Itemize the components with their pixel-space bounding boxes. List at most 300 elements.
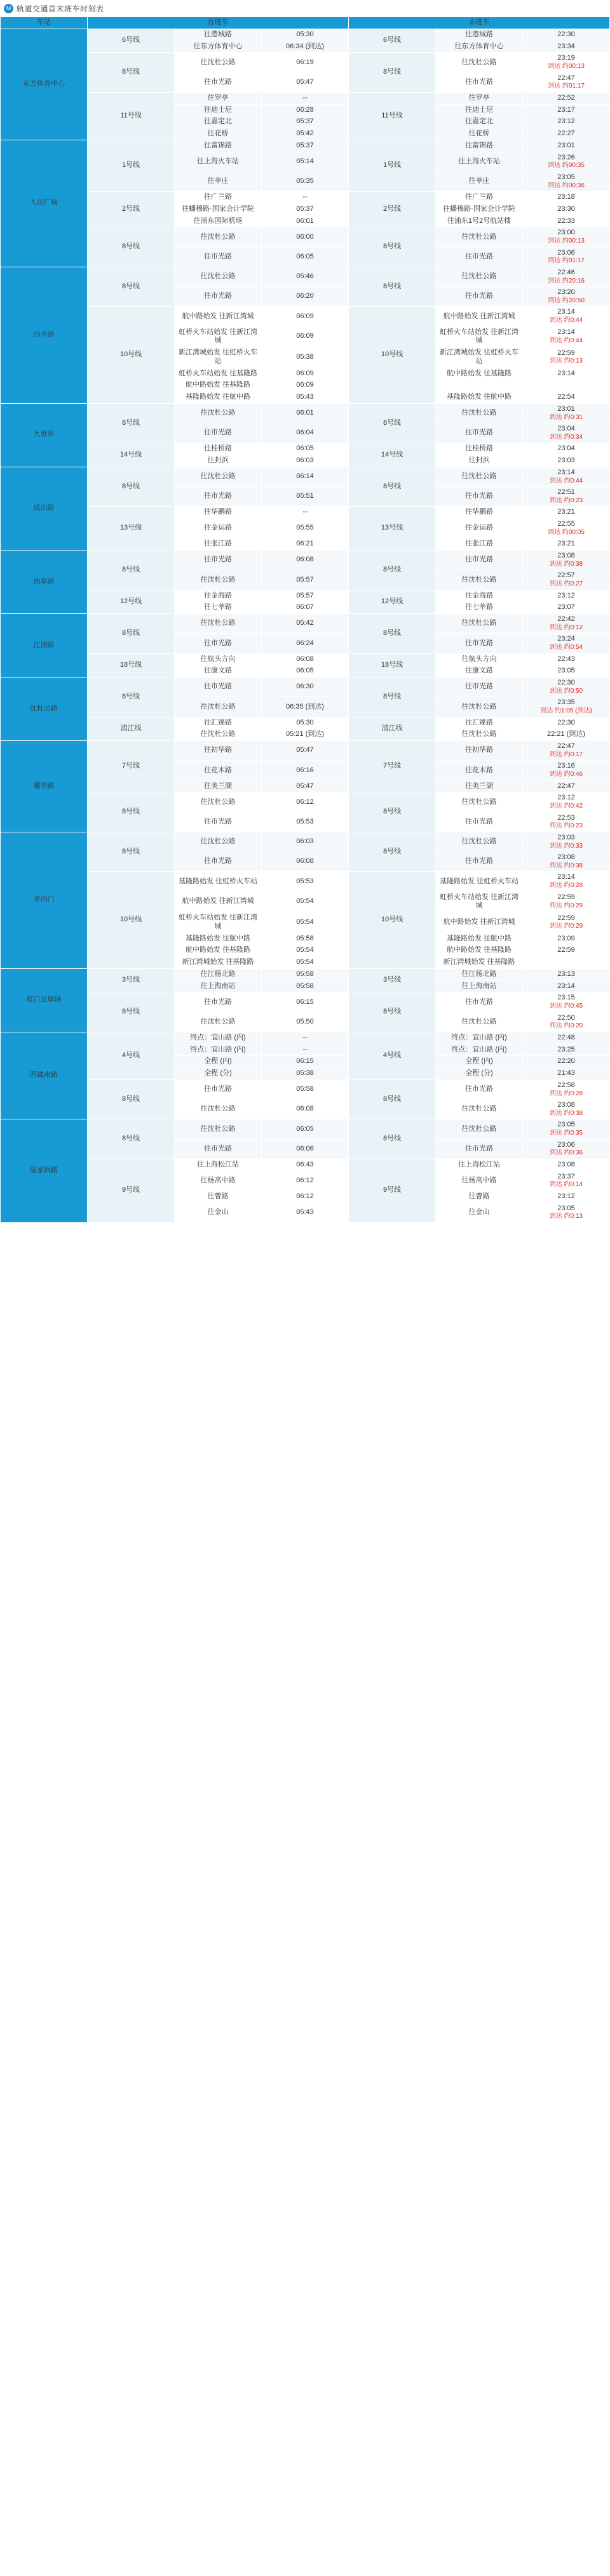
first-train-time: 05:58 <box>262 980 349 992</box>
last-train-time: 23:12 <box>523 1191 610 1203</box>
last-train-direction: 航中路始发 往新江湾城 <box>436 307 523 326</box>
first-train-direction: 往市光路 <box>175 487 262 507</box>
last-train-time: 23:12 <box>523 116 610 128</box>
arrival-note: 到达 约0:44 <box>549 337 583 344</box>
line-name[interactable]: 2号线 <box>88 192 175 227</box>
col-last-train: 末班车 <box>349 17 610 29</box>
first-train-time: 06:09 <box>262 368 349 380</box>
last-train-direction: 往沈杜公路 <box>436 570 523 590</box>
last-train-direction: 往沈杜公路 <box>436 403 523 423</box>
line-name-last[interactable]: 8号线 <box>349 403 436 443</box>
table-row <box>1 741 610 761</box>
first-train-direction: 往沈杜公路 <box>175 792 262 812</box>
first-train-direction: 往沈杜公路 <box>175 53 262 72</box>
line-name-last[interactable]: 8号线 <box>349 832 436 872</box>
first-train-direction: 往汇臻路 <box>175 717 262 729</box>
table-row <box>1 443 610 455</box>
last-train-time: 23:05 <box>523 665 610 677</box>
line-name-last[interactable]: 13号线 <box>349 507 436 551</box>
first-train-time: 06:30 <box>262 677 349 697</box>
line-name-last[interactable]: 9号线 <box>349 1159 436 1222</box>
first-train-time: 06:15 <box>262 1056 349 1068</box>
first-train-direction: 往市光路 <box>175 551 262 570</box>
line-name[interactable]: 浦江线 <box>88 717 175 741</box>
first-train-time: -- <box>262 507 349 519</box>
last-train-time: 23:34 <box>523 41 610 53</box>
last-train-time <box>523 380 610 392</box>
first-train-direction: 往上海火车站 <box>175 152 262 171</box>
last-train-direction: 基隆路始发 往虹桥火车站 <box>436 872 523 891</box>
line-name[interactable]: 8号线 <box>88 832 175 872</box>
last-train-direction: 往上海南站 <box>436 980 523 992</box>
first-train-time: 05:14 <box>262 152 349 171</box>
line-name-last[interactable]: 8号线 <box>349 551 436 591</box>
first-train-direction: 往沈杜公路 <box>175 1100 262 1119</box>
last-train-direction: 往沈杜公路 <box>436 614 523 634</box>
last-train-direction: 新江湾城始发 往基隆路 <box>436 957 523 969</box>
line-name-last[interactable]: 2号线 <box>349 192 436 227</box>
last-train-direction: 往东方体育中心 <box>436 41 523 53</box>
last-train-direction: 往沈杜公路 <box>436 792 523 812</box>
last-train-time: 23:14 <box>523 368 610 380</box>
last-train-time: 22:53 到达 约0:23 <box>523 812 610 832</box>
first-train-direction: 往市光路 <box>175 677 262 697</box>
line-name-last[interactable]: 11号线 <box>349 92 436 140</box>
last-train-time: 22:48 <box>523 1032 610 1044</box>
last-train-time: 23:15 到达 约0:45 <box>523 992 610 1012</box>
last-train-direction: 往桂桥路 <box>436 443 523 455</box>
last-train-time: 23:19 到达 约00:13 <box>523 53 610 72</box>
arrival-note: 到达 约0:12 <box>549 624 583 631</box>
last-train-time: 23:03 <box>523 455 610 467</box>
line-name-last[interactable]: 8号线 <box>349 467 436 507</box>
line-name[interactable]: 8号线 <box>88 267 175 307</box>
last-train-direction: 往花木路 <box>436 761 523 780</box>
last-train-time: 23:21 <box>523 507 610 519</box>
line-name-last[interactable]: 3号线 <box>349 968 436 992</box>
arrival-note: 到达 约01:17 <box>548 257 585 265</box>
arrival-note: 到达 约0:38 <box>549 1109 583 1117</box>
last-train-direction: 往沈杜公路 <box>436 267 523 286</box>
first-train-time: 05:54 <box>262 957 349 969</box>
first-train-time: 06:28 <box>262 104 349 116</box>
line-name[interactable]: 10号线 <box>88 872 175 969</box>
last-train-direction: 往封浜 <box>436 455 523 467</box>
line-name[interactable]: 6号线 <box>88 29 175 53</box>
arrival-note: 到达 约0:38 <box>549 560 583 568</box>
first-train-direction: 往浦东国际机场 <box>175 215 262 227</box>
table-row <box>1 53 610 72</box>
station-name[interactable]: 大世界 <box>1 403 88 467</box>
first-train-time: 05:50 <box>262 1012 349 1032</box>
last-train-direction: 航中路始发 往新江湾城 <box>436 912 523 933</box>
last-train-time: 23:35 到达 约1:05 (到达) <box>523 697 610 717</box>
first-train-direction: 往沈杜公路 <box>175 832 262 851</box>
line-name[interactable]: 8号线 <box>88 467 175 507</box>
first-train-direction: 虹桥火车站始发 往新江湾城 <box>175 326 262 347</box>
first-train-time: 06:14 <box>262 467 349 486</box>
last-train-direction: 往蟠穆路·国家会计学院 <box>436 203 523 215</box>
last-train-time: 23:21 <box>523 538 610 551</box>
line-name-last[interactable]: 8号线 <box>349 1079 436 1119</box>
first-train-time: 06:03 <box>262 455 349 467</box>
arrival-note: 到达 约0:14 <box>549 1181 583 1189</box>
first-train-time: 05:55 <box>262 519 349 538</box>
last-train-direction: 全程 (内) <box>436 1056 523 1068</box>
first-train-direction: 往初华路 <box>175 741 262 761</box>
line-name-last[interactable]: 8号线 <box>349 992 436 1032</box>
first-train-direction: 终点：宜山路 (内) <box>175 1032 262 1044</box>
arrival-note: 到达 约0:13 <box>549 1213 583 1220</box>
line-name-last[interactable]: 8号线 <box>349 677 436 717</box>
first-train-time: 05:54 <box>262 945 349 957</box>
first-train-direction: 全程 (内) <box>175 1056 262 1068</box>
last-train-time: 23:04 到达 约0:34 <box>523 424 610 443</box>
last-train-time: 22:47 到达 约0:17 <box>523 741 610 761</box>
first-train-direction: 往沈杜公路 <box>175 570 262 590</box>
arrival-note: 到达 约0:42 <box>549 803 583 810</box>
first-train-time: -- <box>262 1044 349 1056</box>
last-train-time: 22:57 到达 约0:27 <box>523 570 610 590</box>
first-train-direction: 终点：宜山路 (内) <box>175 1044 262 1056</box>
first-train-time: 06:08 <box>262 852 349 872</box>
line-name[interactable]: 7号线 <box>88 741 175 792</box>
last-train-time: 23:01 到达 约0:31 <box>523 403 610 423</box>
last-train-direction: 往市光路 <box>436 677 523 697</box>
line-name[interactable]: 8号线 <box>88 614 175 654</box>
table-row <box>1 832 610 851</box>
last-train-time: 22:52 <box>523 92 610 104</box>
last-train-time: 22:59 到达 约0:29 <box>523 891 610 912</box>
last-train-time: 23:03 到达 约0:33 <box>523 832 610 851</box>
first-train-time: 05:53 <box>262 872 349 891</box>
arrival-note: 到达 约0:29 <box>549 923 583 930</box>
last-train-direction: 往沈杜公路 <box>436 53 523 72</box>
first-train-direction: 往市光路 <box>175 247 262 267</box>
first-train-time: 05:54 <box>262 891 349 912</box>
last-train-time: 22:30 <box>523 717 610 729</box>
last-train-time: 22:59 到达 约0:13 <box>523 347 610 368</box>
first-train-direction: 航中路始发 往基隆路 <box>175 380 262 392</box>
line-name-last[interactable]: 18号线 <box>349 653 436 677</box>
first-train-time: 06:07 <box>262 602 349 614</box>
last-train-time: 23:18 <box>523 192 610 204</box>
timetable <box>0 17 610 1223</box>
last-train-time: 23:05 到达 约0:13 <box>523 1203 610 1222</box>
line-name[interactable]: 1号线 <box>88 140 175 191</box>
line-name-last[interactable]: 1号线 <box>349 140 436 191</box>
line-name[interactable]: 12号线 <box>88 590 175 614</box>
last-train-time: 23:01 <box>523 140 610 152</box>
arrival-note: 到达 约0:44 <box>549 317 583 324</box>
last-train-time: 22:51 到达 约0:23 <box>523 487 610 507</box>
last-train-direction: 往市光路 <box>436 992 523 1012</box>
line-name[interactable]: 8号线 <box>88 551 175 591</box>
line-name[interactable]: 14号线 <box>88 443 175 467</box>
first-train-time: 05:38 <box>262 347 349 368</box>
page-title: 轨道交通首末班车时刻表 <box>17 4 104 13</box>
last-train-direction: 往上海火车站 <box>436 152 523 171</box>
arrival-note: 到达 约00:13 <box>548 63 585 70</box>
station-name[interactable]: 四平路 <box>1 267 88 403</box>
first-train-direction: 往市光路 <box>175 424 262 443</box>
last-train-direction: 基隆路始发 往航中路 <box>436 392 523 404</box>
arrival-note: 到达 约00:36 <box>548 182 585 189</box>
first-train-direction: 往封浜 <box>175 455 262 467</box>
station-name[interactable]: 老西门 <box>1 832 88 968</box>
last-train-direction: 往浦东1号2号航站楼 <box>436 215 523 227</box>
last-train-direction: 往沈杜公路 <box>436 729 523 741</box>
first-train-direction: 往七莘路 <box>175 602 262 614</box>
last-train-direction: 往市光路 <box>436 551 523 570</box>
first-train-time: 06:09 <box>262 380 349 392</box>
arrival-note: 到达 约20:16 <box>548 277 585 284</box>
first-train-direction: 往沈杜公路 <box>175 1012 262 1032</box>
first-train-direction: 往迪士尼 <box>175 104 262 116</box>
line-name-last[interactable]: 浦江线 <box>349 717 436 741</box>
last-train-direction: 往七莘路 <box>436 602 523 614</box>
line-name-last[interactable]: 10号线 <box>349 307 436 404</box>
line-name-last[interactable]: 6号线 <box>349 29 436 53</box>
first-train-time: 06:16 <box>262 761 349 780</box>
table-row <box>1 507 610 519</box>
first-train-direction: 基隆路始发 往虹桥火车站 <box>175 872 262 891</box>
first-train-time: 05:30 <box>262 29 349 41</box>
first-train-direction: 基隆路始发 往航中路 <box>175 933 262 945</box>
last-train-direction: 往市光路 <box>436 487 523 507</box>
last-train-time: 23:08 到达 约0:38 <box>523 1100 610 1119</box>
timetable-page <box>0 0 610 1223</box>
last-train-direction: 往金运路 <box>436 519 523 538</box>
first-train-time: 05:30 <box>262 717 349 729</box>
table-row <box>1 677 610 697</box>
table-row <box>1 717 610 729</box>
first-train-time: 06:09 <box>262 307 349 326</box>
station-name[interactable]: 东方体育中心 <box>1 29 88 140</box>
first-train-direction: 往罗亭 <box>175 92 262 104</box>
first-train-direction: 往市光路 <box>175 1079 262 1099</box>
last-train-direction: 往沈杜公路 <box>436 1012 523 1032</box>
first-train-direction: 往市光路 <box>175 992 262 1012</box>
first-train-time: 06:05 <box>262 1119 349 1139</box>
first-train-time: 05:42 <box>262 614 349 634</box>
arrival-note: 到达 约00:35 <box>548 162 585 170</box>
last-train-time: 23:08 到达 约0:38 <box>523 852 610 872</box>
first-train-time: 05:21 (到达) <box>262 729 349 741</box>
line-name[interactable]: 11号线 <box>88 92 175 140</box>
first-train-direction: 往市光路 <box>175 852 262 872</box>
table-row <box>1 792 610 812</box>
table-row <box>1 968 610 980</box>
last-train-direction: 航中路始发 往基隆路 <box>436 945 523 957</box>
last-train-time: 21:43 <box>523 1068 610 1080</box>
last-train-direction: 往沈杜公路 <box>436 1119 523 1139</box>
arrival-note: 到达 约01:17 <box>548 83 585 90</box>
last-train-direction: 往张江路 <box>436 538 523 551</box>
arrival-note: 到达 约0:34 <box>549 433 583 441</box>
last-train-direction: 往莘庄 <box>436 171 523 191</box>
first-train-time: 06:08 <box>262 653 349 665</box>
first-train-direction: 虹桥火车站始发 往基隆路 <box>175 368 262 380</box>
last-train-time: 22:55 到达 约00:05 <box>523 519 610 538</box>
last-train-direction: 往市光路 <box>436 72 523 92</box>
line-name-last[interactable]: 4号线 <box>349 1032 436 1079</box>
line-name-last[interactable]: 8号线 <box>349 792 436 832</box>
line-name[interactable]: 9号线 <box>88 1159 175 1222</box>
last-train-direction: 全程 (分) <box>436 1068 523 1080</box>
col-station: 车站 <box>1 17 88 29</box>
table-row <box>1 403 610 423</box>
first-train-time: 06:24 <box>262 634 349 653</box>
table-row <box>1 267 610 286</box>
col-first-train: 首班车 <box>88 17 349 29</box>
first-train-direction: 往市光路 <box>175 812 262 832</box>
last-train-direction: 往沈杜公路 <box>436 227 523 247</box>
station-name[interactable]: 耀华路 <box>1 741 88 832</box>
line-name[interactable]: 8号线 <box>88 992 175 1032</box>
first-train-direction: 往嘉定北 <box>175 116 262 128</box>
station-name[interactable]: 曲阜路 <box>1 551 88 614</box>
arrival-note: 到达 约0:54 <box>549 644 583 651</box>
table-row <box>1 307 610 326</box>
first-train-time: 06:03 <box>262 832 349 851</box>
line-name[interactable]: 8号线 <box>88 227 175 267</box>
first-train-time: 06:05 <box>262 443 349 455</box>
table-row <box>1 1079 610 1099</box>
table-row <box>1 1159 610 1171</box>
first-train-direction: 全程 (分) <box>175 1068 262 1080</box>
line-name[interactable]: 18号线 <box>88 653 175 677</box>
line-name-last[interactable]: 8号线 <box>349 227 436 267</box>
line-name-last[interactable]: 8号线 <box>349 614 436 654</box>
first-train-time: 06:35 (到达) <box>262 697 349 717</box>
arrival-note: 到达 约0:28 <box>549 1090 583 1097</box>
first-train-time: 06:34 (到达) <box>262 41 349 53</box>
line-name-last[interactable]: 8号线 <box>349 267 436 307</box>
line-name[interactable]: 8号线 <box>88 403 175 443</box>
line-name-last[interactable]: 10号线 <box>349 872 436 969</box>
last-train-direction: 往嘉定北 <box>436 116 523 128</box>
line-name[interactable]: 8号线 <box>88 792 175 832</box>
first-train-time: 06:01 <box>262 403 349 423</box>
last-train-time: 23:14 到达 约0:44 <box>523 307 610 326</box>
line-name[interactable]: 8号线 <box>88 1119 175 1159</box>
station-name[interactable]: 西藏南路 <box>1 1032 88 1119</box>
first-train-direction: 往莘庄 <box>175 171 262 191</box>
table-row <box>1 590 610 602</box>
first-train-direction: 往富锦路 <box>175 140 262 152</box>
last-train-direction: 航中路始发 往基隆路 <box>436 368 523 380</box>
first-train-direction: 往东方体育中心 <box>175 41 262 53</box>
arrival-note: 到达 约1:05 (到达) <box>540 707 592 714</box>
table-row <box>1 192 610 204</box>
station-name[interactable]: 沈杜公路 <box>1 677 88 741</box>
first-train-time: 05:58 <box>262 968 349 980</box>
line-name-last[interactable]: 8号线 <box>349 1119 436 1159</box>
first-train-direction: 往金运路 <box>175 519 262 538</box>
last-train-time: 23:25 <box>523 1044 610 1056</box>
table-row <box>1 1119 610 1139</box>
last-train-direction: 虹桥火车站始发 往新江湾城 <box>436 891 523 912</box>
table-row <box>1 551 610 570</box>
line-name-last[interactable]: 12号线 <box>349 590 436 614</box>
first-train-direction: 往港城路 <box>175 29 262 41</box>
arrival-note: 到达 约0:13 <box>549 357 583 365</box>
last-train-time: 23:37 到达 约0:14 <box>523 1171 610 1191</box>
last-train-direction: 往市光路 <box>436 1139 523 1159</box>
first-train-time: 06:04 <box>262 424 349 443</box>
first-train-direction: 往沈杜公路 <box>175 267 262 286</box>
first-train-direction: 往上海南站 <box>175 980 262 992</box>
station-name[interactable]: 成山路 <box>1 467 88 550</box>
first-train-time: 06:05 <box>262 247 349 267</box>
last-train-time: 23:08 <box>523 1159 610 1171</box>
last-train-time: 23:08 到达 约0:38 <box>523 551 610 570</box>
first-train-direction: 往上海松江站 <box>175 1159 262 1171</box>
last-train-time: 23:06 到达 约01:17 <box>523 247 610 267</box>
first-train-direction: 往金海路 <box>175 590 262 602</box>
last-train-time: 23:09 <box>523 933 610 945</box>
first-train-direction: 往花桥 <box>175 128 262 140</box>
first-train-direction: 往康文路 <box>175 665 262 677</box>
last-train-time: 23:07 <box>523 602 610 614</box>
first-train-time: 05:37 <box>262 203 349 215</box>
line-name[interactable]: 8号线 <box>88 677 175 717</box>
first-train-time: 05:54 <box>262 912 349 933</box>
last-train-time: 22:54 <box>523 392 610 404</box>
last-train-time: 22:58 到达 约0:28 <box>523 1079 610 1099</box>
last-train-direction: 往沈杜公路 <box>436 1100 523 1119</box>
first-train-direction: 往花木路 <box>175 761 262 780</box>
last-train-time: 22:50 到达 约0:20 <box>523 1012 610 1032</box>
last-train-time: 22:20 <box>523 1056 610 1068</box>
last-train-time: 23:14 到达 约0:44 <box>523 326 610 347</box>
first-train-time: 05:43 <box>262 392 349 404</box>
arrival-note: 到达 约0:29 <box>549 902 583 909</box>
line-name[interactable]: 3号线 <box>88 968 175 992</box>
station-name[interactable]: 虹口足球场 <box>1 968 88 1032</box>
last-train-time: 22:27 <box>523 128 610 140</box>
last-train-direction: 往沈杜公路 <box>436 467 523 486</box>
last-train-time: 23:12 <box>523 590 610 602</box>
line-name[interactable]: 10号线 <box>88 307 175 404</box>
station-name[interactable]: 陆家浜路 <box>1 1119 88 1223</box>
line-name[interactable]: 13号线 <box>88 507 175 551</box>
first-train-time: 06:20 <box>262 287 349 307</box>
station-name[interactable]: 人民广场 <box>1 140 88 267</box>
last-train-direction: 往市光路 <box>436 812 523 832</box>
first-train-direction: 往航头方向 <box>175 653 262 665</box>
first-train-time: -- <box>262 192 349 204</box>
first-train-time: 06:43 <box>262 1159 349 1171</box>
first-train-direction: 往市光路 <box>175 634 262 653</box>
line-name-last[interactable]: 7号线 <box>349 741 436 792</box>
station-name[interactable]: 江浦路 <box>1 614 88 677</box>
line-name-last[interactable]: 14号线 <box>349 443 436 467</box>
first-train-direction: 往美兰湖 <box>175 780 262 792</box>
first-train-time: 05:53 <box>262 812 349 832</box>
last-train-time: 22:43 <box>523 653 610 665</box>
first-train-direction: 航中路始发 往新江湾城 <box>175 891 262 912</box>
line-name-last[interactable]: 8号线 <box>349 53 436 93</box>
line-name[interactable]: 4号线 <box>88 1032 175 1079</box>
line-name[interactable]: 8号线 <box>88 53 175 93</box>
last-train-time: 22:30 到达 约0:50 <box>523 677 610 697</box>
line-name[interactable]: 8号线 <box>88 1079 175 1119</box>
table-row <box>1 1032 610 1044</box>
last-train-time: 23:12 到达 约0:42 <box>523 792 610 812</box>
page-titlebar <box>0 0 610 17</box>
